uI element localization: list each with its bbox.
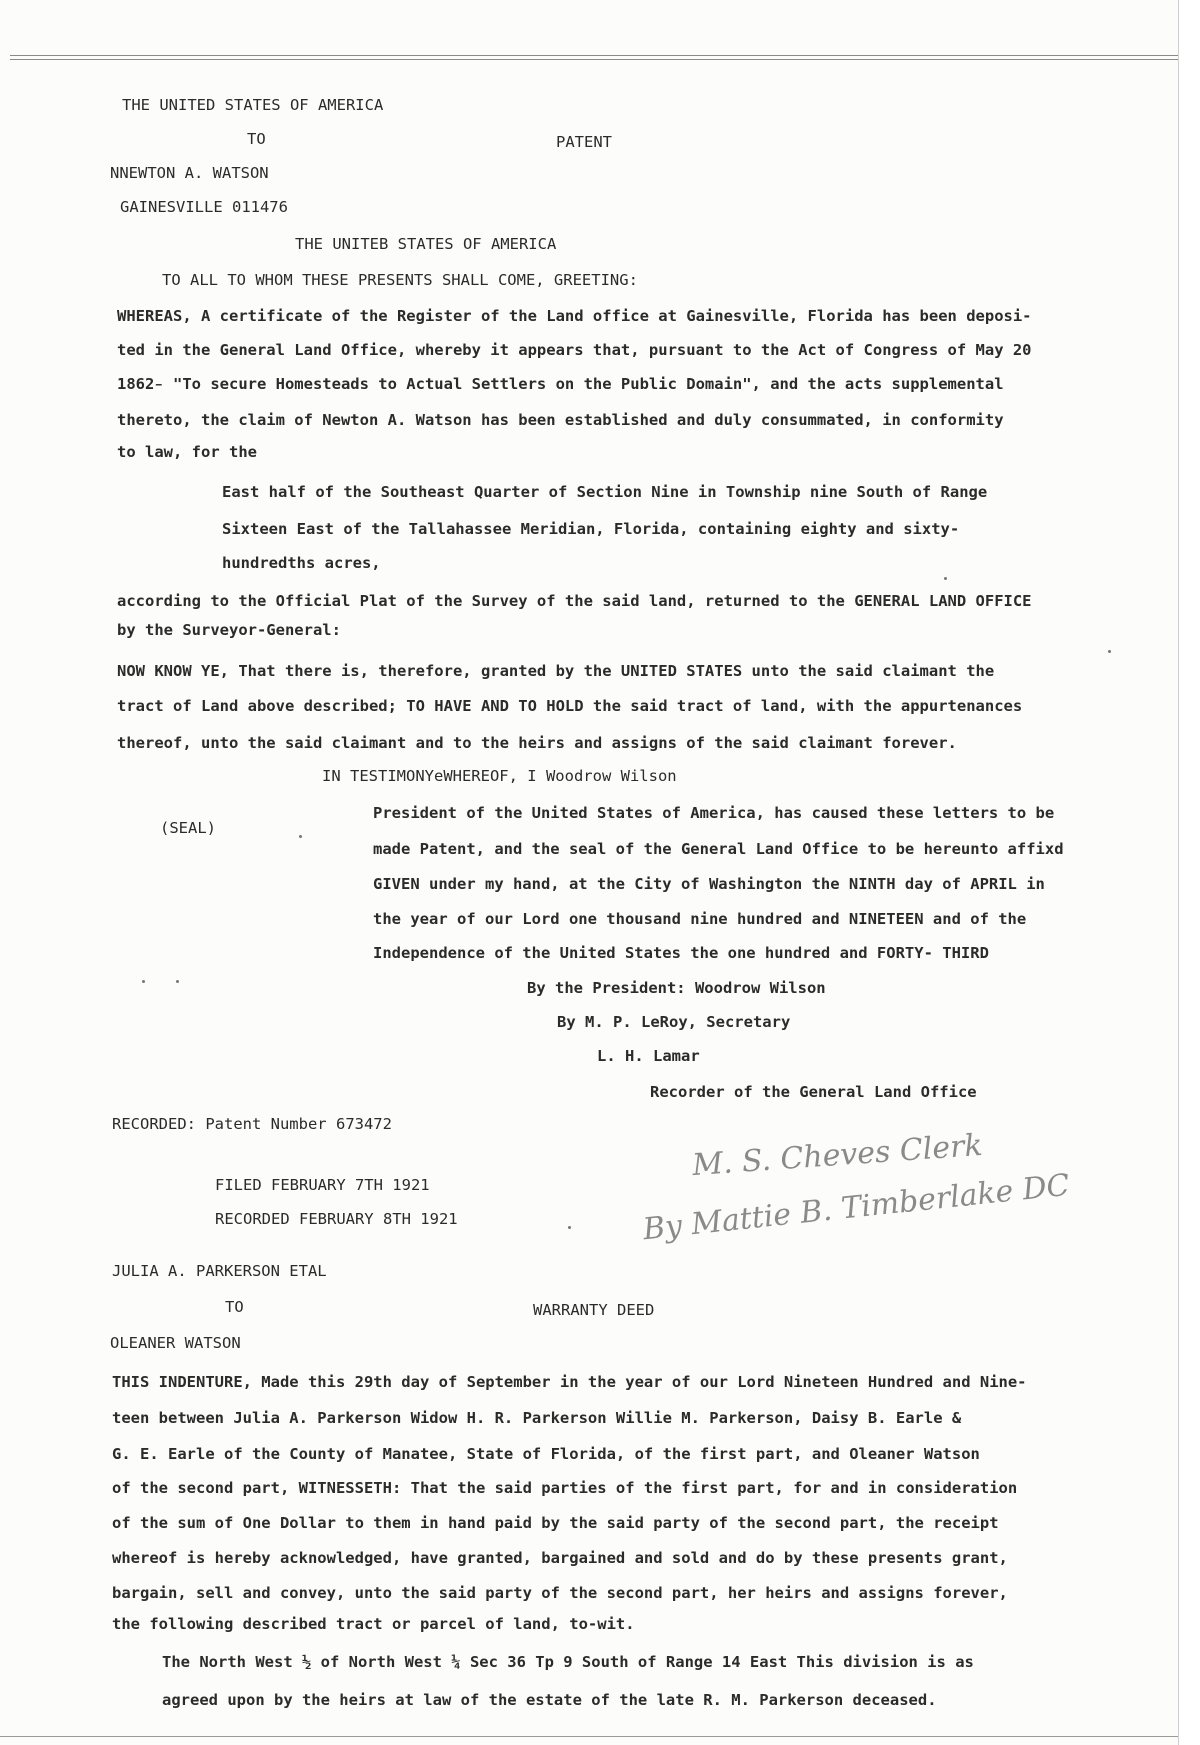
president-line: President of the United States of America, has caused these letters to be — [373, 804, 1055, 822]
seal-label: (SEAL) — [160, 819, 216, 837]
president-line: the year of our Lord one thousand nine hundred and NINETEEN and of the — [373, 910, 1027, 928]
know-ye-line: thereof, unto the said claimant and to the heirs and assigns of the said claimant forever. — [117, 734, 957, 752]
whereas-line: WHEREAS, A certificate of the Register of the Land office at Gainesville, Florida has been deposi- — [117, 307, 1032, 325]
deed-to: TO — [225, 1298, 244, 1316]
patent-to: TO — [247, 130, 266, 148]
whereas-line: to law, for the — [117, 443, 257, 461]
secretary-line: By M. P. LeRoy, Secretary — [557, 1013, 791, 1031]
ink-speck — [299, 835, 302, 838]
patent-number: 673472 — [335, 1115, 392, 1133]
lamar-line: L. H. Lamar — [597, 1047, 700, 1065]
land-description-line: hundredths acres, — [222, 554, 381, 572]
deed-description-line: The North West ½ of North West ¼ Sec 36 Tp 9 South of Range 14 East This division is as — [162, 1653, 974, 1671]
patent-grantee: NNEWTON A. WATSON — [110, 164, 269, 182]
deed-body-line: of the sum of One Dollar to them in hand paid by the said party of the second part, the receipt — [112, 1514, 999, 1532]
president-line: made Patent, and the seal of the General Land Office to be hereunto affixd — [373, 840, 1064, 858]
ink-speck — [568, 1226, 571, 1229]
whereas-line: ted in the General Land Office, whereby it appears that, pursuant to the Act of Congress of May 20 — [117, 341, 1032, 359]
according-line: according to the Official Plat of the Survey of the said land, returned to the GENERAL LAND OFFICE — [117, 592, 1032, 610]
patent-file-number: GAINESVILLE 011476 — [120, 198, 288, 216]
testimony-line: IN TESTIMONYeWHEREOF, I Woodrow Wilson — [322, 767, 677, 785]
know-ye-line: NOW KNOW YE, That there is, therefore, granted by the UNITED STATES unto the said claimant the — [117, 662, 995, 680]
whereas-line: thereto, the claim of Newton A. Watson has been established and duly consummated, in conformity — [117, 411, 1004, 429]
deed-grantor: JULIA A. PARKERSON ETAL — [112, 1262, 327, 1280]
deed-body-line: bargain, sell and convey, unto the said party of the second part, her heirs and assigns forever, — [112, 1584, 1008, 1602]
ink-speck — [176, 980, 179, 983]
deed-body-line: teen between Julia A. Parkerson Widow H. R. Parkerson Willie M. Parkerson, Daisy B. Earle & — [112, 1409, 962, 1427]
deed-body-line: G. E. Earle of the County of Manatee, State of Florida, of the first part, and Oleaner Watson — [112, 1445, 980, 1463]
land-description-line: East half of the Southeast Quarter of Section Nine in Township nine South of Range — [222, 483, 988, 501]
by-president-line: By the President: Woodrow Wilson — [527, 979, 826, 997]
recorded-label: RECORDED: Patent Number — [112, 1115, 327, 1133]
ink-speck — [944, 577, 947, 580]
recorded-patent-number — [112, 1114, 392, 1134]
deed-body-line: whereof is hereby acknowledged, have granted, bargained and sold and do by these presents grant, — [112, 1549, 1008, 1567]
filed-date: FILED FEBRUARY 7TH 1921 — [215, 1176, 430, 1194]
know-ye-line: tract of Land above described; TO HAVE AND TO HOLD the said tract of land, with the appurtenances — [117, 697, 1023, 715]
ink-speck — [1108, 650, 1111, 653]
whereas-line: 1862̵ "To secure Homesteads to Actual Settlers on the Public Domain", and the acts supplemental — [117, 375, 1004, 393]
deed-body-line: of the second part, WITNESSETH: That the said parties of the first part, for and in consideration — [112, 1479, 1018, 1497]
top-rule — [10, 55, 1178, 60]
president-line: Independence of the United States the one hundred and FORTY- THIRD — [373, 944, 989, 962]
deed-grantee: OLEANER WATSON — [110, 1334, 241, 1352]
patent-heading: THE UNITED STATES OF AMERICA — [122, 96, 384, 114]
recorder-line: Recorder of the General Land Office — [650, 1083, 977, 1101]
deputy-clerk-signature: By Mattie B. Timberlake DC — [641, 1167, 1072, 1248]
deed-description-line: agreed upon by the heirs at law of the estate of the late R. M. Parkerson deceased. — [162, 1691, 937, 1709]
bottom-rule — [0, 1736, 1178, 1737]
according-line: by the Surveyor-General: — [117, 621, 341, 639]
patent-type: PATENT — [556, 133, 612, 151]
president-line: GIVEN under my hand, at the City of Washington the NINTH day of APRIL in — [373, 875, 1045, 893]
patent-greeting: TO ALL TO WHOM THESE PRESENTS SHALL COME, GREETING: — [162, 271, 638, 289]
clerk-signature: M. S. Cheves Clerk — [691, 1127, 984, 1184]
deed-body-line: THIS INDENTURE, Made this 29th day of September in the year of our Lord Nineteen Hundred and Nine- — [112, 1373, 1027, 1391]
deed-body-line: the following described tract or parcel of land, to-wit. — [112, 1615, 635, 1633]
land-description-line: Sixteen East of the Tallahassee Meridian, Florida, containing eighty and sixty- — [222, 520, 960, 538]
patent-title: THE UNITEB STATES OF AMERICA — [295, 235, 557, 253]
recorded-date: RECORDED FEBRUARY 8TH 1921 — [215, 1210, 458, 1228]
ink-speck — [142, 980, 145, 983]
deed-type: WARRANTY DEED — [533, 1301, 655, 1319]
